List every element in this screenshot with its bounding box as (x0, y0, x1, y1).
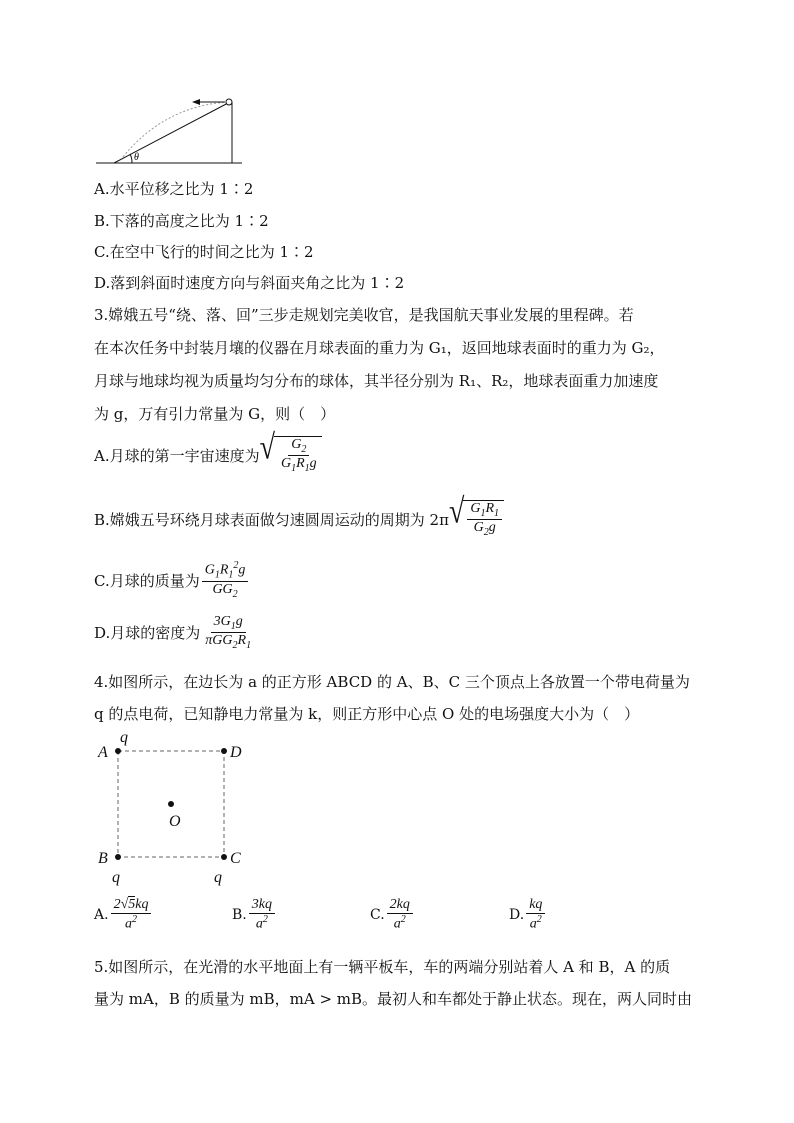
q2-option-c: C.在空中飞行的时间之比为 1∶2 (94, 243, 314, 261)
q4-stem-line-2: q 的点电荷，已知静电力常量为 k，则正方形中心点 O 处的电场强度大小为（ ） (94, 705, 640, 723)
q3-option-b-text: B.嫦娥五号环绕月球表面做匀速圆周运动的周期为 2π (94, 510, 449, 529)
q3-option-a-text: A.月球的第一宇宙速度为 (94, 446, 260, 465)
q4-option-d-label: D. (509, 906, 525, 923)
label-d: D (230, 744, 242, 761)
q3-option-a (94, 428, 322, 475)
q4-option-a (94, 897, 153, 933)
charge-b-dot (115, 854, 121, 860)
angle-arc (130, 154, 132, 163)
q3-option-b-formula: √ $\frac{G_1R_1}{G_2g}$ (449, 500, 504, 539)
q3-stem-line-1: 3.嫦娥五号“绕、落、回”三步走规划完美收官，是我国航天事业发展的里程碑。若 (94, 306, 634, 324)
q5-stem-line-2: 量为 mA，B 的质量为 mB，mA > mB。最初人和车都处于静止状态。现在，两人同时由 (94, 990, 693, 1008)
ball (226, 99, 232, 105)
q3-stem-line-2: 在本次任务中封装月壤的仪器在月球表面的重力为 G₁，返回地球表面时的重力为 G₂， (94, 339, 665, 357)
q4-option-a-label: A. (94, 906, 109, 923)
charge-a-dot (115, 748, 121, 754)
q4-option-b-formula: $\frac{3kq}{a^2}$ (249, 897, 275, 933)
label-o: O (169, 813, 181, 830)
q3-stem-line-3: 月球与地球均视为质量均匀分布的球体，其半径分别为 R₁、R₂，地球表面重力加速度 (94, 372, 659, 390)
q4-option-d-formula: $\frac{kq}{a^2}$ (526, 897, 545, 933)
square-figure (94, 728, 264, 888)
label-c: C (230, 850, 241, 867)
q3-option-d-text: D.月球的密度为 (94, 624, 201, 643)
q5-stem-line-1: 5.如图所示，在光滑的水平地面上有一辆平板车，车的两端分别站着人 A 和 B，A 的质 (94, 958, 671, 976)
q3-option-c-text: C.月球的质量为 (94, 571, 200, 590)
q3-option-c (94, 560, 250, 600)
incline-line (114, 102, 230, 163)
label-qc: q (214, 869, 222, 886)
label-b: B (98, 850, 108, 867)
arrow-head (192, 99, 200, 105)
label-qb: q (112, 869, 120, 886)
q4-option-c-formula: $\frac{2kq}{a^2}$ (387, 897, 413, 933)
label-a: A (98, 744, 108, 761)
charge-c-dot (221, 854, 227, 860)
q3-option-a-formula: √ $\frac{G_2}{G_1R_1g}$ (260, 436, 322, 475)
q3-stem-line-4: 为 g，万有引力常量为 G，则（ ） (94, 405, 336, 423)
angle-label: θ (134, 152, 139, 163)
label-qa: q (120, 729, 128, 746)
q3-option-c-formula: $\frac{G_1R_1^2g}{GG_2}$ (202, 560, 249, 600)
q4-option-a-formula: $\frac{2√5kq}{a^2}$ (111, 897, 152, 933)
q3-option-d (94, 614, 256, 652)
center-o-dot (168, 801, 174, 807)
q2-option-d: D.落到斜面时速度方向与斜面夹角之比为 1∶2 (94, 274, 405, 292)
q4-option-d (509, 897, 547, 933)
trajectory-curve (122, 102, 228, 158)
q3-option-d-formula: $\frac{3G_1g}{\pi GG_2R_1}$ (205, 614, 252, 652)
q4-option-b-label: B. (232, 906, 247, 923)
incline-figure (94, 92, 244, 167)
q2-option-a: A.水平位移之比为 1∶2 (94, 180, 254, 198)
q2-option-b: B.下落的高度之比为 1∶2 (94, 212, 269, 230)
q4-option-c-label: C. (370, 906, 385, 923)
q4-stem-line-1: 4.如图所示，在边长为 a 的正方形 ABCD 的 A、B、C 三个顶点上各放置一个带电荷量为 (94, 673, 690, 691)
q3-option-b (94, 492, 504, 539)
vertex-d-dot (221, 748, 227, 754)
q4-option-c (370, 897, 415, 933)
q4-option-b (232, 897, 277, 933)
